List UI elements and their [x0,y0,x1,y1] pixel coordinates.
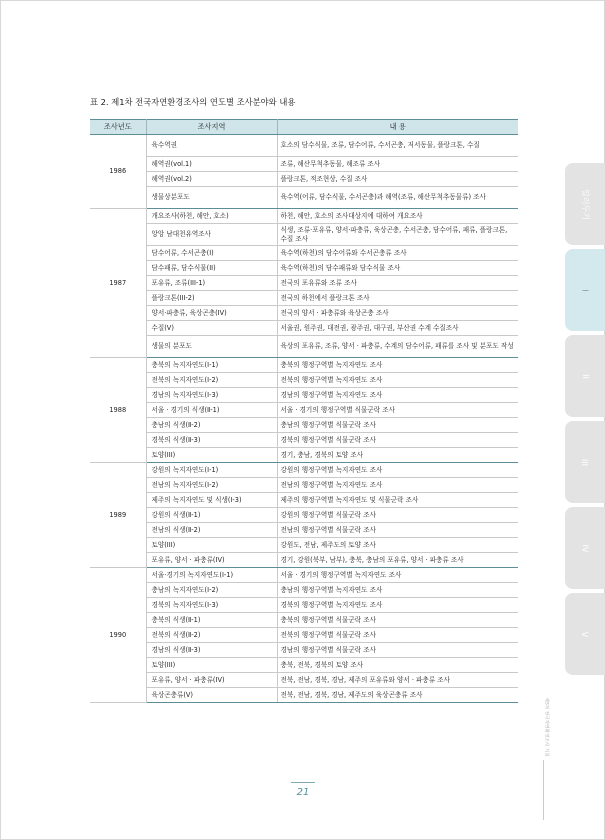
region-cell: 전북의 식생(Ⅱ-2) [146,628,277,643]
table-row [90,321,518,336]
content-cell: 경기, 강원(북부, 남부), 충북, 충남의 포유류, 양서 · 파충류 조사 [277,553,518,568]
content-cell: 서울 · 경기의 행정구역별 녹지자연도 조사 [277,568,518,583]
region-cell: 양서·파충류, 육상곤충(IV) [146,306,277,321]
region-cell: 충남의 녹지자연도(Ⅰ-2) [146,583,277,598]
content-cell: 전남의 행정구역별 식물군락 조사 [277,523,518,538]
side-note: 제5차 전국자연환경조사 지침 [543,697,549,757]
table-row [90,538,518,553]
content-cell: 충남의 행정구역별 녹지자연도 조사 [277,583,518,598]
region-cell: 담수어류, 수서곤충(I) [146,246,277,261]
content-cell: 식생, 조류·포유류, 양서·파충류, 육상곤충, 수서곤충, 담수어류, 패류, 플랑크톤, 수질 조사 [277,224,518,246]
region-cell: 개요조사(하천, 해안, 호소) [146,209,277,224]
region-cell: 토양(III) [146,448,277,463]
table-row [90,463,518,478]
table-row [90,508,518,523]
region-cell: 토양(III) [146,538,277,553]
side-divider [543,760,544,820]
year-cell: 1987 [90,209,146,358]
year-cell: 1986 [90,135,146,209]
region-cell: 해역권(vol.2) [146,172,277,187]
header-region: 조사지역 [146,120,277,135]
table-row [90,598,518,613]
region-cell: 경북의 식생(Ⅱ-3) [146,433,277,448]
region-cell: 포유류, 양서 · 파충류(IV) [146,553,277,568]
content-cell: 강원의 행정구역별 식물군락 조사 [277,508,518,523]
region-cell: 충북의 녹지자연도(Ⅰ-1) [146,358,277,373]
table-row [90,568,518,583]
content-cell: 전국의 양서 · 파충류와 육상곤충 조사 [277,306,518,321]
table-row [90,276,518,291]
content-cell: 육수역(어류, 담수식물, 수서곤충)과 해역(조류, 해산무척추동물류) 조사 [277,187,518,209]
content-cell: 전북의 행정구역별 식물군락 조사 [277,628,518,643]
table-row [90,388,518,403]
table-row [90,403,518,418]
table-body [90,135,518,703]
table-row [90,336,518,358]
region-cell: 수질(Ⅴ) [146,321,277,336]
side-tab-1[interactable]: I [565,249,605,331]
content-cell: 경북의 행정구역별 녹지자연도 조사 [277,598,518,613]
table-row [90,224,518,246]
table-row [90,261,518,276]
year-cell: 1990 [90,568,146,703]
content-cell: 서울 · 경기의 행정구역별 식물군락 조사 [277,403,518,418]
region-cell: 전남의 녹지자연도(Ⅰ-2) [146,478,277,493]
year-cell: 1989 [90,463,146,568]
region-cell: 강원의 녹지자연도(Ⅰ-1) [146,463,277,478]
region-cell: 육수역권 [146,135,277,157]
region-cell: 경북의 녹지자연도(Ⅰ-3) [146,598,277,613]
content-cell: 플랑크톤, 적조현상, 수질 조사 [277,172,518,187]
table-row [90,172,518,187]
content-cell: 충북의 행정구역별 식물군락 조사 [277,613,518,628]
content-cell: 육상의 포유류, 조류, 양서 · 파충류, 수계의 담수어류, 패류를 조사 및 분포도 작성 [277,336,518,358]
side-tab-3[interactable]: III [565,421,605,503]
content-cell: 육수역(하천)의 담수어류와 수서곤충류 조사 [277,246,518,261]
table-row [90,246,518,261]
side-tab-intro[interactable]: 일러두기 [565,163,605,245]
region-cell: 서울·경기의 녹지자연도(Ⅰ-1) [146,568,277,583]
content-cell: 충북의 행정구역별 녹지자연도 조사 [277,358,518,373]
content-cell: 전북, 전남, 경북, 경남, 제주도의 육상곤충류 조사 [277,688,518,703]
side-tab-5[interactable]: V [565,593,605,675]
region-cell: 생물상분포도 [146,187,277,209]
table-row [90,358,518,373]
region-cell: 생물의 분포도 [146,336,277,358]
table-row [90,291,518,306]
content-cell: 전북의 행정구역별 녹지자연도 조사 [277,373,518,388]
table-row [90,478,518,493]
side-tab-4[interactable]: IV [565,507,605,589]
table-row [90,209,518,224]
content-cell: 서울권, 원주권, 대전권, 광주권, 대구권, 부산권 수계 수질조사 [277,321,518,336]
content-cell: 전국의 하천에서 플랑크톤 조사 [277,291,518,306]
header-content: 내 용 [277,120,518,135]
region-cell: 경남의 녹지자연도(Ⅰ-3) [146,388,277,403]
content-cell: 경남의 행정구역별 식물군락 조사 [277,643,518,658]
table-row [90,373,518,388]
content-cell: 호소의 담수식물, 조류, 담수어류, 수서곤충, 저서동물, 플랑크톤, 수질 [277,135,518,157]
region-cell: 전북의 녹지자연도(Ⅰ-2) [146,373,277,388]
page-number-rule [291,782,315,783]
table-row [90,448,518,463]
table-row [90,553,518,568]
table-row [90,688,518,703]
region-cell: 강원의 식생(Ⅱ-1) [146,508,277,523]
content-cell: 전국의 포유류와 조류 조사 [277,276,518,291]
content-cell: 조류, 해산무척추동물, 해조류 조사 [277,157,518,172]
content-cell: 경기, 충남, 경북의 토양 조사 [277,448,518,463]
region-cell: 플랑크톤(III-2) [146,291,277,306]
page-number: 21 [296,787,310,798]
table-row [90,135,518,157]
side-tab-2[interactable]: II [565,335,605,417]
content-cell: 경북의 행정구역별 식물군락 조사 [277,433,518,448]
table-row [90,306,518,321]
table-row [90,643,518,658]
region-cell: 앙앙 남대천유역조사 [146,224,277,246]
content-cell: 제주의 행정구역별 녹지자연도 및 식물군락 조사 [277,493,518,508]
content-cell: 전북, 전남, 경북, 경남, 제주의 포유류와 양서 · 파충류 조사 [277,673,518,688]
region-cell: 해역권(vol.1) [146,157,277,172]
table-row [90,613,518,628]
region-cell: 경남의 식생(Ⅱ-3) [146,643,277,658]
region-cell: 전남의 식생(Ⅱ-2) [146,523,277,538]
content-cell: 경남의 행정구역별 녹지자연도 조사 [277,388,518,403]
table-row [90,583,518,598]
table-row [90,433,518,448]
region-cell: 서울 · 경기의 식생(Ⅱ-1) [146,403,277,418]
table-title: 표 2. 제1차 전국자연환경조사의 연도별 조사분야와 내용 [90,97,296,107]
table-row [90,658,518,673]
region-cell: 제주의 녹지자연도 및 식생(Ⅰ-3) [146,493,277,508]
year-cell: 1988 [90,358,146,463]
content-cell: 하천, 해안, 호소의 조사대상지에 대하여 개요조사 [277,209,518,224]
content-cell: 충북, 전북, 경북의 토양 조사 [277,658,518,673]
region-cell: 충북의 식생(Ⅱ-1) [146,613,277,628]
table-row [90,628,518,643]
content-cell: 육수역(하천)의 담수패류와 담수식물 조사 [277,261,518,276]
region-cell: 포유류, 양서 · 파충류(IV) [146,673,277,688]
table-row [90,523,518,538]
content-cell: 충남의 행정구역별 식물군락 조사 [277,418,518,433]
table-row [90,187,518,209]
region-cell: 충남의 식생(Ⅱ-2) [146,418,277,433]
region-cell: 토양(III) [146,658,277,673]
region-cell: 육상곤충류(Ⅴ) [146,688,277,703]
content-cell: 전남의 행정구역별 녹지자연도 조사 [277,478,518,493]
table-header-row [90,120,518,135]
content-cell: 강원도, 전남, 제주도의 토양 조사 [277,538,518,553]
region-cell: 담수패류, 담수식물(II) [146,261,277,276]
table-row [90,673,518,688]
table-row [90,418,518,433]
region-cell: 포유류, 조류(III-1) [146,276,277,291]
table-row [90,493,518,508]
survey-table [90,119,518,703]
content-cell: 강원의 행정구역별 녹지자연도 조사 [277,463,518,478]
header-year: 조사년도 [90,120,146,135]
table-row [90,157,518,172]
